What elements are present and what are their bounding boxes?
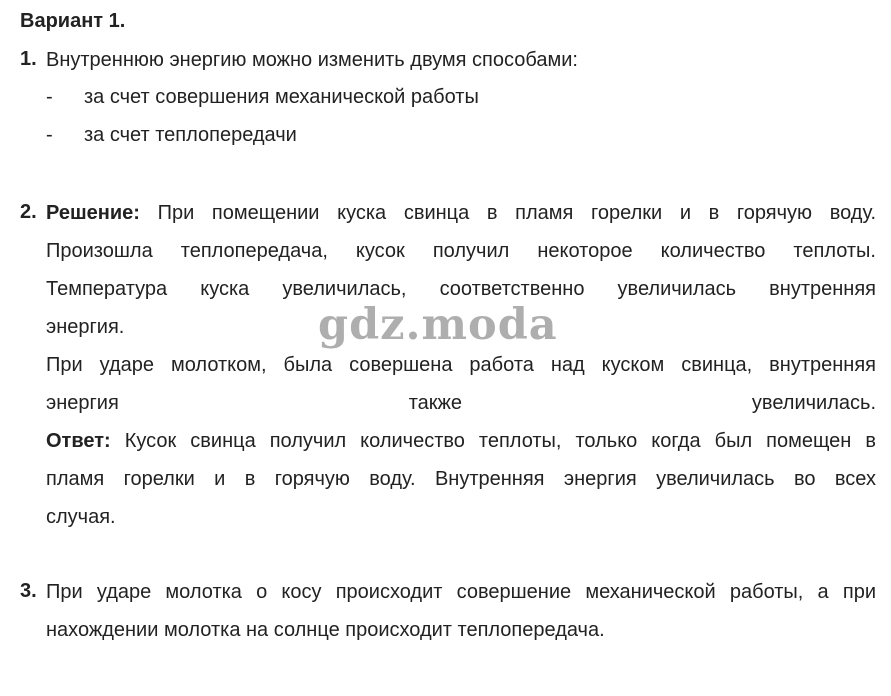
question-3-line-2: нахождении молотка на солнце происходит теплопередача. <box>46 619 605 641</box>
bullet-dash: - <box>46 86 53 108</box>
question-1-number: 1. <box>20 48 37 70</box>
bullet-dash: - <box>46 124 53 146</box>
question-2-line-1 <box>46 201 876 225</box>
question-2-line-9: случая. <box>46 506 116 528</box>
solution-text: При помещении куска свинца в пламя горелки и в горячую воду. <box>157 202 877 224</box>
answer-label: Ответ: <box>46 430 111 452</box>
variant-title: Вариант 1. <box>20 10 126 32</box>
bullet-text: за счет совершения механической работы <box>84 86 479 108</box>
answer-text: Кусок свинца получил количество теплоты, только когда был помещен в <box>124 430 876 452</box>
question-2-line-4: энергия. <box>46 316 125 338</box>
question-2-line-2: Произошла теплопередача, кусок получил некоторое количество теплоты. <box>46 240 876 262</box>
question-2-line-7 <box>46 429 876 453</box>
bullet-text: за счет теплопередачи <box>84 124 297 146</box>
question-2-line-3: Температура куска увеличилась, соответственно увеличилась внутренняя <box>46 278 876 300</box>
question-2-line-6: энергия также увеличилась. <box>46 392 876 414</box>
question-3-number: 3. <box>20 580 37 602</box>
question-2-line-5: При ударе молотком, была совершена работа над куском свинца, внутренняя <box>46 354 876 376</box>
watermark-logo: gdz.moda <box>318 300 558 350</box>
question-2-number: 2. <box>20 201 37 223</box>
question-1-text: Внутреннюю энергию можно изменить двумя способами: <box>46 49 578 71</box>
solution-label: Решение: <box>46 202 140 224</box>
question-2-line-8: пламя горелки и в горячую воду. Внутренняя энергия увеличилась во всех <box>46 468 876 490</box>
question-3-line-1: При ударе молотка о косу происходит совершение механической работы, а при <box>46 581 876 603</box>
